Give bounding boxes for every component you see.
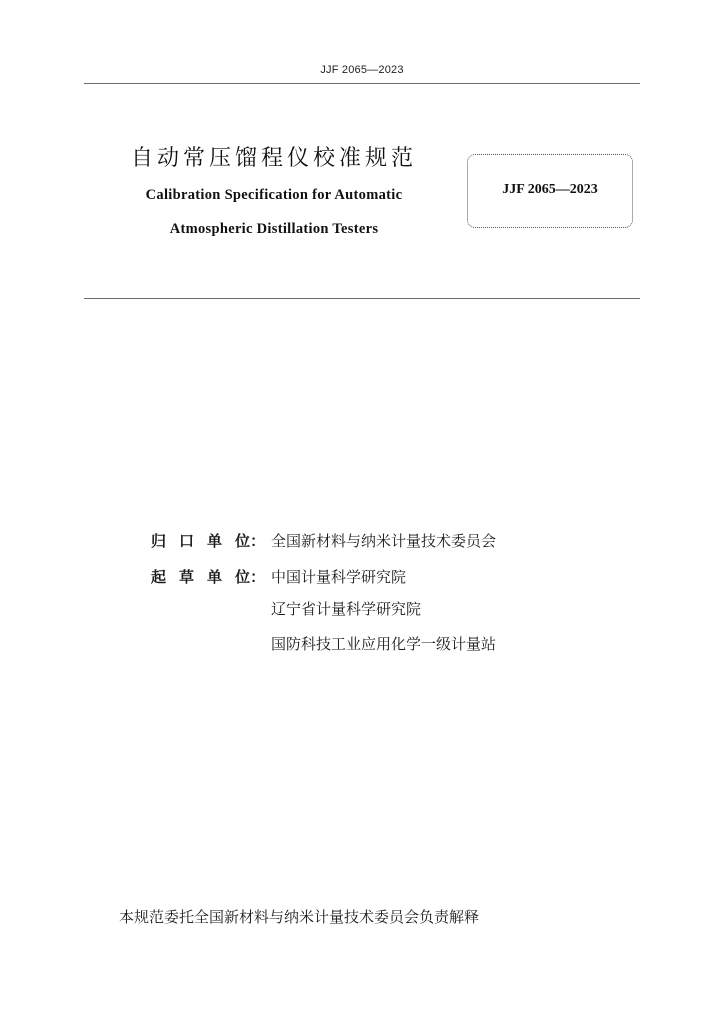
title-chinese: 自动常压馏程仪校准规范 xyxy=(130,146,417,171)
top-rule xyxy=(84,83,640,84)
drafting-unit-value-1: 中国计量科学研究院 xyxy=(271,568,407,586)
drafting-unit-label: 起 草 单 位： xyxy=(151,568,266,586)
drafting-unit-row-3 xyxy=(271,633,496,654)
footer-note: 本规范委托全国新材料与纳米计量技术委员会负责解释 xyxy=(119,908,480,926)
drafting-unit-value-2: 辽宁省计量科学研究院 xyxy=(271,600,422,618)
responsible-unit-value: 全国新材料与纳米计量技术委员会 xyxy=(271,532,497,550)
code-box-text: JJF 2065—2023 xyxy=(502,182,598,197)
bottom-rule xyxy=(84,298,640,299)
responsible-unit-row xyxy=(151,530,496,551)
title-english-line2: Atmospheric Distillation Testers xyxy=(169,221,379,237)
drafting-unit-value-3: 国防科技工业应用化学一级计量站 xyxy=(271,635,497,653)
drafting-unit-row-2 xyxy=(271,598,421,619)
responsible-unit-label: 归 口 单 位： xyxy=(151,532,266,550)
title-english-line1: Calibration Specification for Automatic xyxy=(145,187,403,203)
code-box xyxy=(467,154,633,228)
drafting-unit-row xyxy=(151,566,406,587)
header-code: JJF 2065—2023 xyxy=(320,64,404,76)
